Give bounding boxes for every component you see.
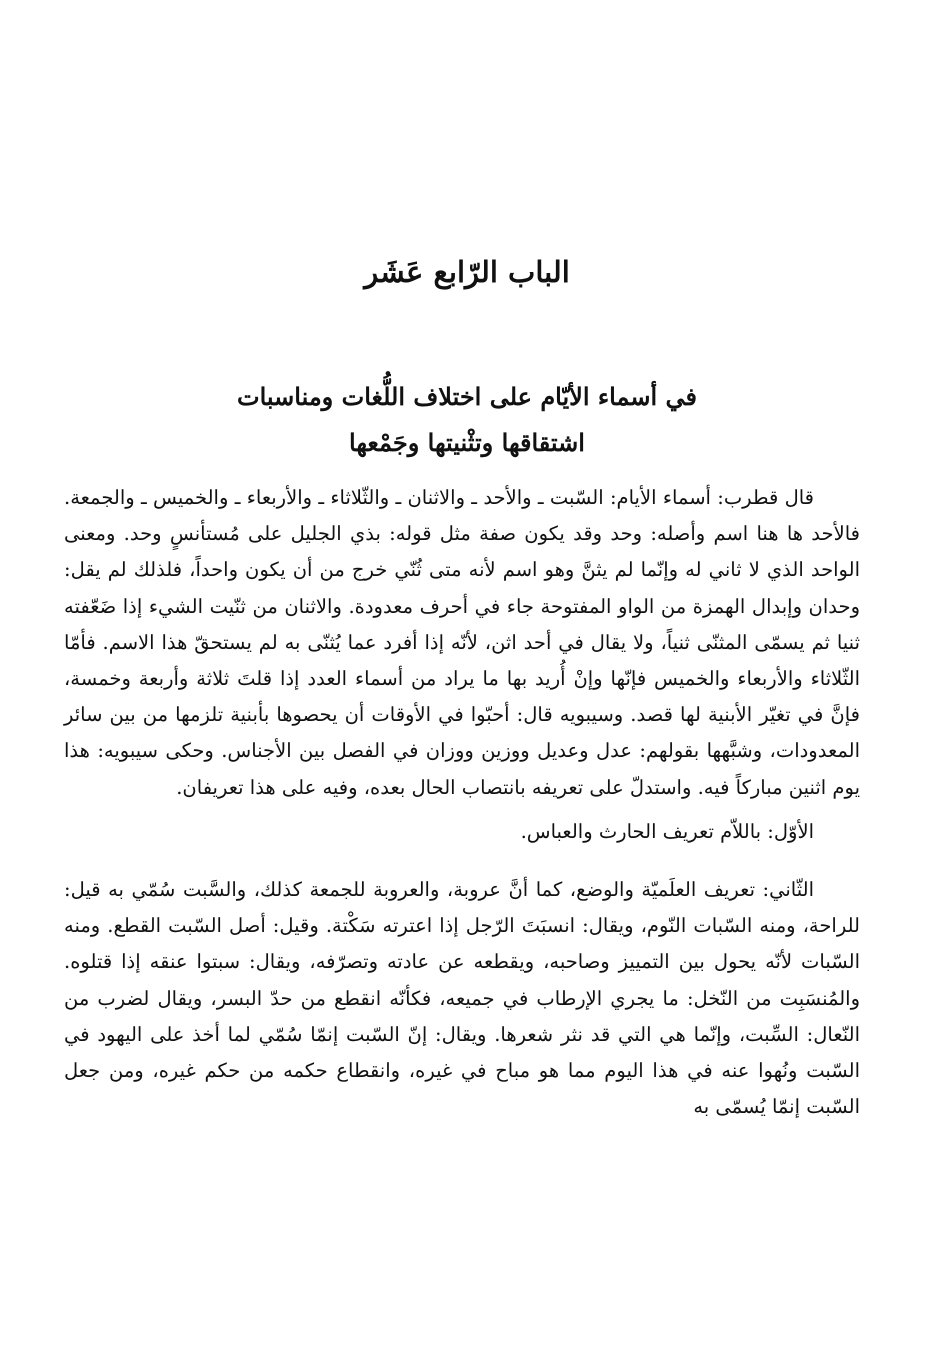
paragraph-first-definition: الأوّل: باللاّم تعريف الحارث والعباس. (520, 819, 814, 843)
paragraph-second-definition: الثّاني: تعريف العلَميّة والوضع، كما أنَّ عروبة، والعروبة للجمعة كذلك، والسَّبت سُمّي به قيل: للراحة، ومنه السّبات النّوم، ويقال: انسبَتَ الرّجل إذا اعترته سَكْتة. وقيل: أصل السّبت القطع. ومنه السّبات لأنّه يحول بين التمييز وصاحبه، ويقطعه عن عادته وتصرّفه، ويقال: سبتوا عنقه إذا قتلوه. والمُنسَبِت من النّخل: ما يجري الإرطاب في جميعه، فكأنّه انقطع من حدّ البسر، ويقال لضرب من النّعال: السِّبت، وإنّما هي التي قد نثر شعرها. ويقال: إنّ السّبت إنمّا سُمّي لما أخذ على اليهود في السّبت ونُهوا عنه في هذا اليوم مما هو مباح في غيره، وانقطاع حكمه من حكم غيره، ومن جعل السّبت إنمّا يُسمّى به (64, 878, 860, 1119)
body-text (64, 480, 860, 1125)
paragraph-days-names: قال قطرب: أسماء الأيام: السّبت ـ والأحد ـ والاثنان ـ والثّلاثاء ـ والأربعاء ـ والخميس ـ والجمعة. فالأحد ها هنا اسم وأصله: وحد وقد يكون صفة مثل قوله: بذي الجليل على مُستأنسٍ وحد. ومعنى الواحد الذي لا ثاني له وإنّما لم يثنَّ وهو اسم لأنه متى ثُنّي خرج من أن يكون واحداً، فلذلك لم يقل: وحدان وإبدال الهمزة من الواو المفتوحة جاء في أحرف معدودة. والاثنان من ثنّيت الشيء إذا ضَعّفته ثنيا ثم يسمّى المثنّى ثنياً، ولا يقال في أحد اثن، لأنّه إذا أفرد عما يُثنّى به لم يستحقّ هذا الاسم. فأمّا الثّلاثاء والأربعاء والخميس فإنّها وإنْ أُريد بها ما يراد من أسماء العدد إذا قلتَ ثلاثة وأربعة وخمسة، فإنَّ في تغيّر الأبنية لها قصد. وسيبويه قال: أحبّوا في الأوقات أن يحصوها بأبنية تلزمها من بين سائر المعدودات، وشبَّهها بقولهم: عدل وعديل ووزين ووزان في الفصل بين الأجناس. وحكى سيبويه: هذا يوم اثنين مباركاً فيه. واستدلّ على تعريفه بانتصاب الحال بعده، وفيه على هذا تعريفان. (64, 486, 860, 799)
section-title (120, 374, 814, 466)
section-title-line-2: اشتقاقها وتثْنيتها وجَمْعها (349, 428, 585, 457)
section-title-line-1: في أسماء الأيّام على اختلاف اللُّغات ومناسبات (237, 382, 697, 411)
chapter-title: الباب الرّابع عَشَر (364, 255, 570, 289)
